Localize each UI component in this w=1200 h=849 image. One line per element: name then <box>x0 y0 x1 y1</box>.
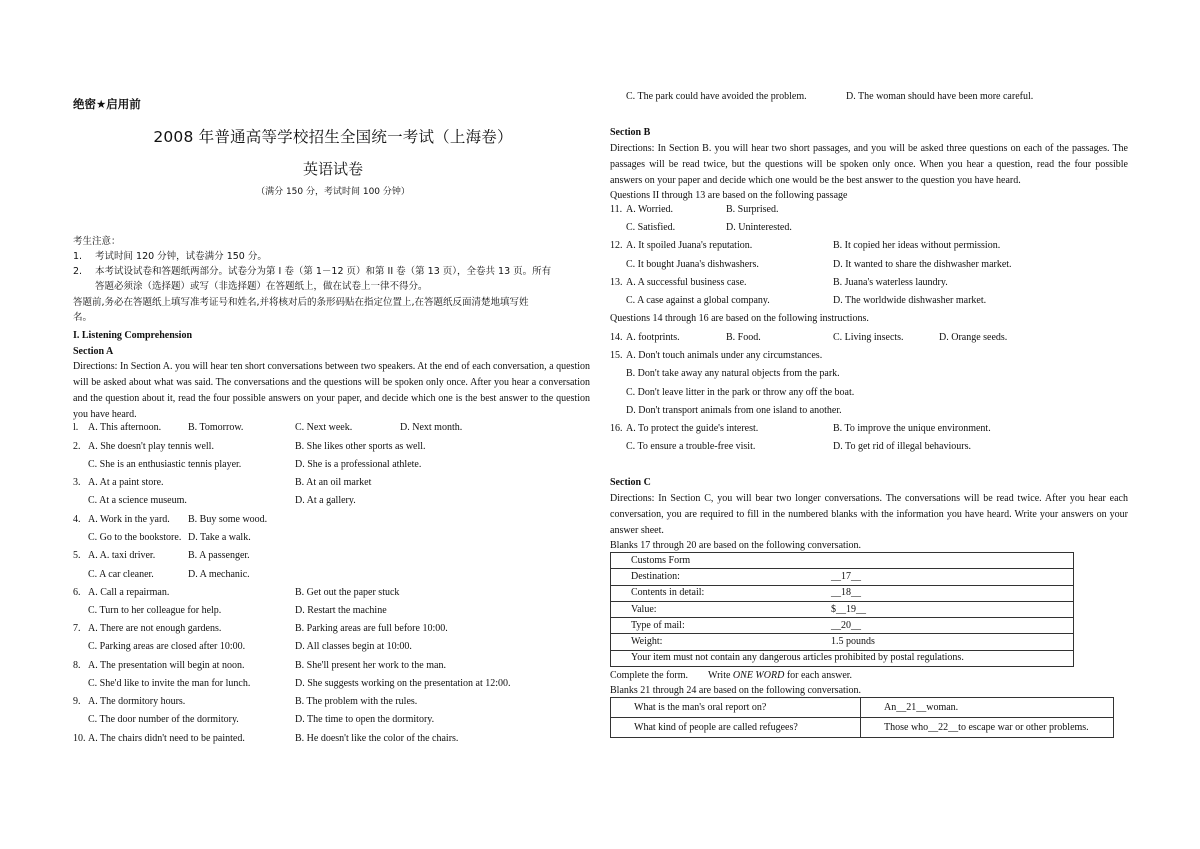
option-d: D. At a gallery. <box>295 495 356 506</box>
form-row-weight <box>611 634 1074 650</box>
option-a: A. The dormitory hours. <box>88 696 186 707</box>
confidential-label: 绝密★启用前 <box>73 97 141 111</box>
question-number: 15. <box>610 350 623 361</box>
section-a-heading: Section A <box>73 346 114 357</box>
form-label: Weight: <box>631 636 663 648</box>
complete-note-a: Complete the form. <box>610 670 689 681</box>
form-label: Destination: <box>631 570 680 582</box>
option-b: B. The problem with the rules. <box>295 696 418 707</box>
question-number: 6. <box>73 587 81 598</box>
option-d: D. Restart the machine <box>295 605 387 616</box>
form-weight-value: 1.5 pounds <box>831 636 875 648</box>
question-number: 10. <box>73 733 86 744</box>
passage-2-note: Questions 14 through 16 are based on the following instructions. <box>610 313 869 324</box>
option-d: D. A mechanic. <box>188 569 250 580</box>
option-c: C. She'd like to invite the man for lunch. <box>88 678 251 689</box>
question-number: 13. <box>610 277 623 288</box>
answer-suffix: to escape war or other problems. <box>958 721 1089 733</box>
table-answer <box>861 698 1114 718</box>
notice-3-text-a: 答题前,务必在答题纸上填写准考证号和姓名,并将核对后的条形码贴在指定位置上,在答题纸反面清楚地填写姓 <box>73 297 529 308</box>
table-answer <box>861 718 1114 738</box>
question-number: 11. <box>610 204 623 215</box>
notice-2-text-a: 本考试设试卷和答题纸两部分。试卷分为第 I 卷（第 1－12 页）和第 II 卷（第 13 页），全卷共 13 页。所有 <box>95 266 552 277</box>
option-c: C. A car cleaner. <box>88 569 154 580</box>
option-b: B. She likes other sports as well. <box>295 441 426 452</box>
answer-blank-22: __22__ <box>928 721 959 733</box>
option-d: D. It wanted to share the dishwasher market. <box>833 259 1012 270</box>
form-label: Value: <box>631 603 657 615</box>
question-number: 5. <box>73 550 81 561</box>
option-b: B. Don't take away any natural objects from the park. <box>626 368 840 379</box>
option-c: C. The door number of the dormitory. <box>88 714 239 725</box>
score-note: （满分 150 分，考试时间 100 分钟） <box>256 187 410 197</box>
option-c: C. It bought Juana's dishwashers. <box>626 259 759 270</box>
passage-1-note: Questions II through 13 are based on the following passage <box>610 190 848 201</box>
exam-subtitle: 英语试卷 <box>302 160 363 178</box>
option-c: C. Turn to her colleague for help. <box>88 605 222 616</box>
option-b: B. To improve the unique environment. <box>833 423 991 434</box>
complete-note-em: ONE WORD <box>732 670 785 681</box>
form-row-contents <box>611 585 1074 601</box>
option-a: A. Work in the yard. <box>88 514 170 525</box>
answer-blank-21: __21__ <box>896 701 927 713</box>
option-b: B. At an oil market <box>295 477 372 488</box>
q10-option-c: C. The park could have avoided the problem. <box>626 91 807 102</box>
form-blank-17: __17__ <box>831 570 861 582</box>
option-b: B. Get out the paper stuck <box>295 587 400 598</box>
option-a: A. footprints. <box>626 332 680 343</box>
option-a: A. It spoiled Juana's reputation. <box>626 240 753 251</box>
notice-2-text-b: 答题必须涂（选择题）或写（非选择题）在答题纸上，做在试卷上一律不得分。 <box>95 281 428 292</box>
option-a: A. Don't touch animals under any circumstances. <box>626 350 823 361</box>
option-c: C. To ensure a trouble-free visit. <box>626 441 756 452</box>
form-blank-19: $__19__ <box>831 603 866 615</box>
option-a: A. At a paint store. <box>88 477 164 488</box>
notice-2-num: 2. <box>73 266 83 277</box>
question-number: 7. <box>73 623 81 634</box>
option-b: B. Juana's waterless laundry. <box>833 277 948 288</box>
customs-form-table <box>610 552 1074 667</box>
option-d: D. Next month. <box>400 422 463 433</box>
question-number: 3. <box>73 477 81 488</box>
form-header: Customs Form <box>611 553 1074 569</box>
question-number: 9. <box>73 696 81 707</box>
option-c: C. Don't leave litter in the park or throw any off the boat. <box>626 387 855 398</box>
option-d: D. Don't transport animals from one island to another. <box>626 405 842 416</box>
question-number: 4. <box>73 514 81 525</box>
option-a: A. A. taxi driver. <box>88 550 156 561</box>
option-b: B. It copied her ideas without permission. <box>833 240 1001 251</box>
question-number: 16. <box>610 423 623 434</box>
table-row <box>611 698 1114 718</box>
option-a: A. There are not enough gardens. <box>88 623 222 634</box>
option-b: B. Buy some wood. <box>188 514 268 525</box>
option-a: A. A successful business case. <box>626 277 747 288</box>
option-d: D. Take a walk. <box>188 532 251 543</box>
notice-1-text: 考试时间 120 分钟，试卷满分 150 分。 <box>95 251 267 262</box>
option-b: B. Parking areas are full before 10:00. <box>295 623 448 634</box>
blanks-21-24-table <box>610 697 1114 738</box>
answer-prefix: An <box>884 701 897 713</box>
option-b: B. Surprised. <box>726 204 779 215</box>
option-a: A. This afternoon. <box>88 422 162 433</box>
form-row-destination <box>611 569 1074 585</box>
exam-title: 2008 年普通高等学校招生全国统一考试（上海卷） <box>153 128 513 146</box>
section-a-directions: Directions: In Section A. you will hear ten short conversations between two speakers. At the end of each conversation, a question will be asked about what was said. The conversations and the questions will be spoken only once. After you hear a conversation and the question about it, read the four possible answers on your paper, and decide which one is the best answer to the question you have heard. <box>73 361 590 420</box>
option-d: D. All classes begin at 10:00. <box>295 641 412 652</box>
option-c: C. Living insects. <box>833 332 904 343</box>
option-d: D. To get rid of illegal behaviours. <box>833 441 971 452</box>
notice-heading: 考生注意： <box>73 236 121 247</box>
option-c: C. Satisfied. <box>626 222 676 233</box>
option-b: B. Tomorrow. <box>188 422 244 433</box>
answer-suffix: woman. <box>926 701 959 713</box>
option-a: A. To protect the guide's interest. <box>626 423 759 434</box>
blanks-2-note: Blanks 21 through 24 are based on the following conversation. <box>610 685 862 696</box>
notice-1-num: 1. <box>73 251 83 262</box>
option-a: A. The presentation will begin at noon. <box>88 660 245 671</box>
option-a: A. The chairs didn't need to be painted. <box>88 733 245 744</box>
question-number: 8. <box>73 660 81 671</box>
section-b-heading: Section B <box>610 127 651 138</box>
question-number: 12. <box>610 240 623 251</box>
form-label: Contents in detail: <box>631 587 705 599</box>
form-label: Type of mail: <box>631 619 685 631</box>
answer-prefix: Those who <box>884 721 929 733</box>
table-question: What is the man's oral report on? <box>611 698 861 718</box>
question-number: 14. <box>610 332 623 343</box>
form-blank-20: __20__ <box>831 619 861 631</box>
complete-note-b: Write <box>708 670 733 681</box>
option-d: D. She suggests working on the presentation at 12:00. <box>295 678 511 689</box>
section-b-directions: Directions: In Section B. you will hear two short passages, and you will be asked three questions on each of the passages. The passages will be read twice, but the questions will be spoken only once. When you hear a question, read the four possible answers on your paper and decide which one would be the best answer to the question you have heard. <box>610 143 1128 186</box>
option-d: D. The time to open the dormitory. <box>295 714 435 725</box>
option-c: C. At a science museum. <box>88 495 187 506</box>
option-a: A. She doesn't play tennis well. <box>88 441 214 452</box>
table-question: What kind of people are called refugees? <box>611 718 861 738</box>
table-row <box>611 718 1114 738</box>
form-blank-18: __18__ <box>831 587 861 599</box>
option-a: A. Worried. <box>626 204 674 215</box>
complete-note-c: for each answer. <box>784 670 853 681</box>
option-a: A. Call a repairman. <box>88 587 170 598</box>
notice-3-text-b: 名。 <box>73 312 93 323</box>
question-number: l. <box>73 422 79 433</box>
form-footer: Your item must not contain any dangerous articles prohibited by postal regulations. <box>611 650 1074 666</box>
option-d: D. Uninterested. <box>726 222 792 233</box>
option-b: B. She'll present her work to the man. <box>295 660 446 671</box>
option-b: B. Food. <box>726 332 761 343</box>
option-d: D. The worldwide dishwasher market. <box>833 295 987 306</box>
option-c: C. She is an enthusiastic tennis player. <box>88 459 242 470</box>
option-b: B. He doesn't like the color of the chairs. <box>295 733 459 744</box>
section-c-directions: Directions: In Section C, you will bear two longer conversations. The conversations will be read twice. After you hear each conversation, you are required to fill in the numbered blanks with the information you have heard. Write your answers on your answer sheet. <box>610 493 1128 536</box>
option-d: D. She is a professional athlete. <box>295 459 422 470</box>
option-b: B. A passenger. <box>188 550 250 561</box>
part-heading: I. Listening Comprehension <box>73 330 193 341</box>
question-number: 2. <box>73 441 81 452</box>
blanks-1-note: Blanks 17 through 20 are based on the following conversation. <box>610 540 862 551</box>
complete-note <box>610 670 852 682</box>
section-c-heading: Section C <box>610 477 651 488</box>
form-row-type <box>611 618 1074 634</box>
form-row-value <box>611 601 1074 617</box>
option-c: C. Next week. <box>295 422 353 433</box>
q10-option-d: D. The woman should have been more careful. <box>846 91 1034 102</box>
option-d: D. Orange seeds. <box>939 332 1008 343</box>
option-c: C. Parking areas are closed after 10:00. <box>88 641 246 652</box>
option-c: C. A case against a global company. <box>626 295 770 306</box>
option-c: C. Go to the bookstore. <box>88 532 182 543</box>
